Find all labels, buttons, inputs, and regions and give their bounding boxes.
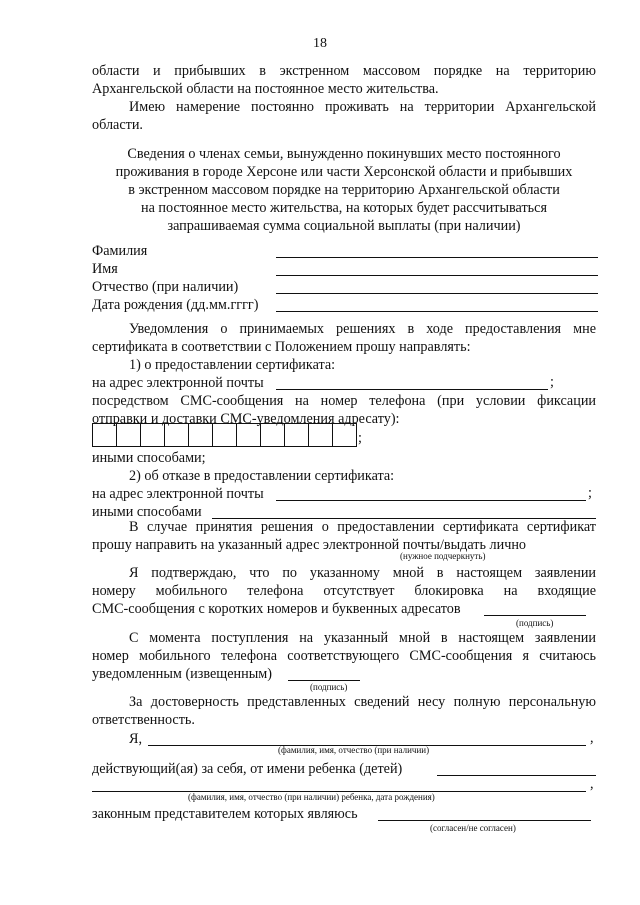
phone-digit-box[interactable] <box>188 423 213 447</box>
cert-line-1: В случае принятия решения о предоставлении сертификата сертификат <box>129 519 596 535</box>
phone-digit-box[interactable] <box>284 423 309 447</box>
intro-line-1: области и прибывших в экстренном массовом порядке на территорию <box>92 63 596 79</box>
phone-digit-box[interactable] <box>236 423 261 447</box>
name-field[interactable] <box>276 275 598 276</box>
notice-item-1: 1) о предоставлении сертификата: <box>129 357 336 373</box>
email-semicolon: ; <box>550 374 554 390</box>
refusal-other-label: иными способами <box>92 504 202 520</box>
child-field-1[interactable] <box>437 775 596 776</box>
surname-field[interactable] <box>276 257 598 258</box>
moment-line-3: уведомленным (извещенным) <box>92 666 272 682</box>
phone-digit-box[interactable] <box>332 423 357 447</box>
responsibility-line-1: За достоверность представленных сведений несу полную персональную <box>129 694 596 710</box>
refusal-email-field[interactable] <box>276 500 586 501</box>
declarant-i: Я, <box>129 731 143 747</box>
responsibility-line-2: ответственность. <box>92 712 195 728</box>
notice-line-1: Уведомления о принимаемых решениях в ходе предоставления мне <box>129 321 596 337</box>
refusal-email-semicolon: ; <box>588 485 592 501</box>
phone-digit-box[interactable] <box>164 423 189 447</box>
intro-line-3: Имею намерение постоянно проживать на территории Архангельской <box>129 99 596 115</box>
birthdate-label: Дата рождения (дд.мм.гггг) <box>92 297 259 313</box>
patronymic-field[interactable] <box>276 293 598 294</box>
heading-line-4: на постоянное место жительства, на которых будет рассчитываться <box>141 200 547 216</box>
acting-label: действующий(ая) за себя, от имени ребенка (детей) <box>92 761 403 777</box>
phone-number-boxes[interactable] <box>92 423 357 447</box>
heading-line-2: проживания в городе Херсоне или части Херсонской области и прибывших <box>115 164 573 180</box>
agree-field[interactable] <box>378 820 591 821</box>
sms-line-1: посредством СМС-сообщения на номер телефона (при условии фиксации <box>92 393 596 409</box>
child-hint: (фамилия, имя, отчество (при наличии) ребенка, дата рождения) <box>188 792 435 802</box>
phone-digit-box[interactable] <box>260 423 285 447</box>
heading-line-5: запрашиваемая сумма социальной выплаты (при наличии) <box>167 218 521 234</box>
name-label: Имя <box>92 261 118 277</box>
moment-line-1: С момента поступления на указанный мной в настоящем заявлении <box>129 630 596 646</box>
cert-hint: (нужное подчеркнуть) <box>400 551 486 561</box>
notice-item-2: 2) об отказе в предоставлении сертификата: <box>129 468 395 484</box>
child-comma: , <box>590 776 594 792</box>
email-field[interactable] <box>276 389 548 390</box>
surname-label: Фамилия <box>92 243 148 259</box>
declarant-comma: , <box>590 730 594 746</box>
heading-line-3: в экстренном массовом порядке на территорию Архангельской области <box>128 182 560 198</box>
phone-digit-box[interactable] <box>308 423 333 447</box>
refusal-email-label: на адрес электронной почты <box>92 486 264 502</box>
moment-line-2: номер мобильного телефона соответствующего СМС-сообщения я считаюсь <box>92 648 596 664</box>
declarant-fio-hint: (фамилия, имя, отчество (при наличии) <box>278 745 430 755</box>
phone-digit-box[interactable] <box>116 423 141 447</box>
legal-rep-label: законным представителем которых являюсь <box>92 806 358 822</box>
moment-sign-hint: (подпись) <box>310 682 348 692</box>
moment-signature-field[interactable] <box>288 680 360 681</box>
sms-line-2: отправки и доставки СМС-уведомления адресату): <box>92 411 400 427</box>
page-number: 18 <box>313 36 327 51</box>
phone-digit-box[interactable] <box>212 423 237 447</box>
intro-line-2: Архангельской области на постоянное место жительства. <box>92 81 439 97</box>
confirm-signature-field[interactable] <box>484 615 586 616</box>
patronymic-label: Отчество (при наличии) <box>92 279 239 295</box>
other-methods-label: иными способами; <box>92 450 206 466</box>
notice-line-2: сертификата в соответствии с Положением прошу направлять: <box>92 339 471 355</box>
confirm-sign-hint: (подпись) <box>516 618 554 628</box>
agree-hint: (согласен/не согласен) <box>430 823 516 833</box>
email-label: на адрес электронной почты <box>92 375 264 391</box>
birthdate-field[interactable] <box>276 311 598 312</box>
heading-line-1: Сведения о членах семьи, вынужденно покинувших место постоянного <box>127 146 561 162</box>
phone-digit-box[interactable] <box>92 423 117 447</box>
confirm-line-3: СМС-сообщения с коротких номеров и буквенных адресатов <box>92 601 461 617</box>
cert-line-2: прошу направить на указанный адрес электронной почты/выдать лично <box>92 537 527 553</box>
phone-semicolon: ; <box>358 430 362 446</box>
phone-digit-box[interactable] <box>140 423 165 447</box>
confirm-line-1: Я подтверждаю, что по указанному мной в настоящем заявлении <box>129 565 596 581</box>
confirm-line-2: номеру мобильного телефона отсутствует блокировка на входящие <box>92 583 596 599</box>
intro-line-4: области. <box>92 117 143 133</box>
